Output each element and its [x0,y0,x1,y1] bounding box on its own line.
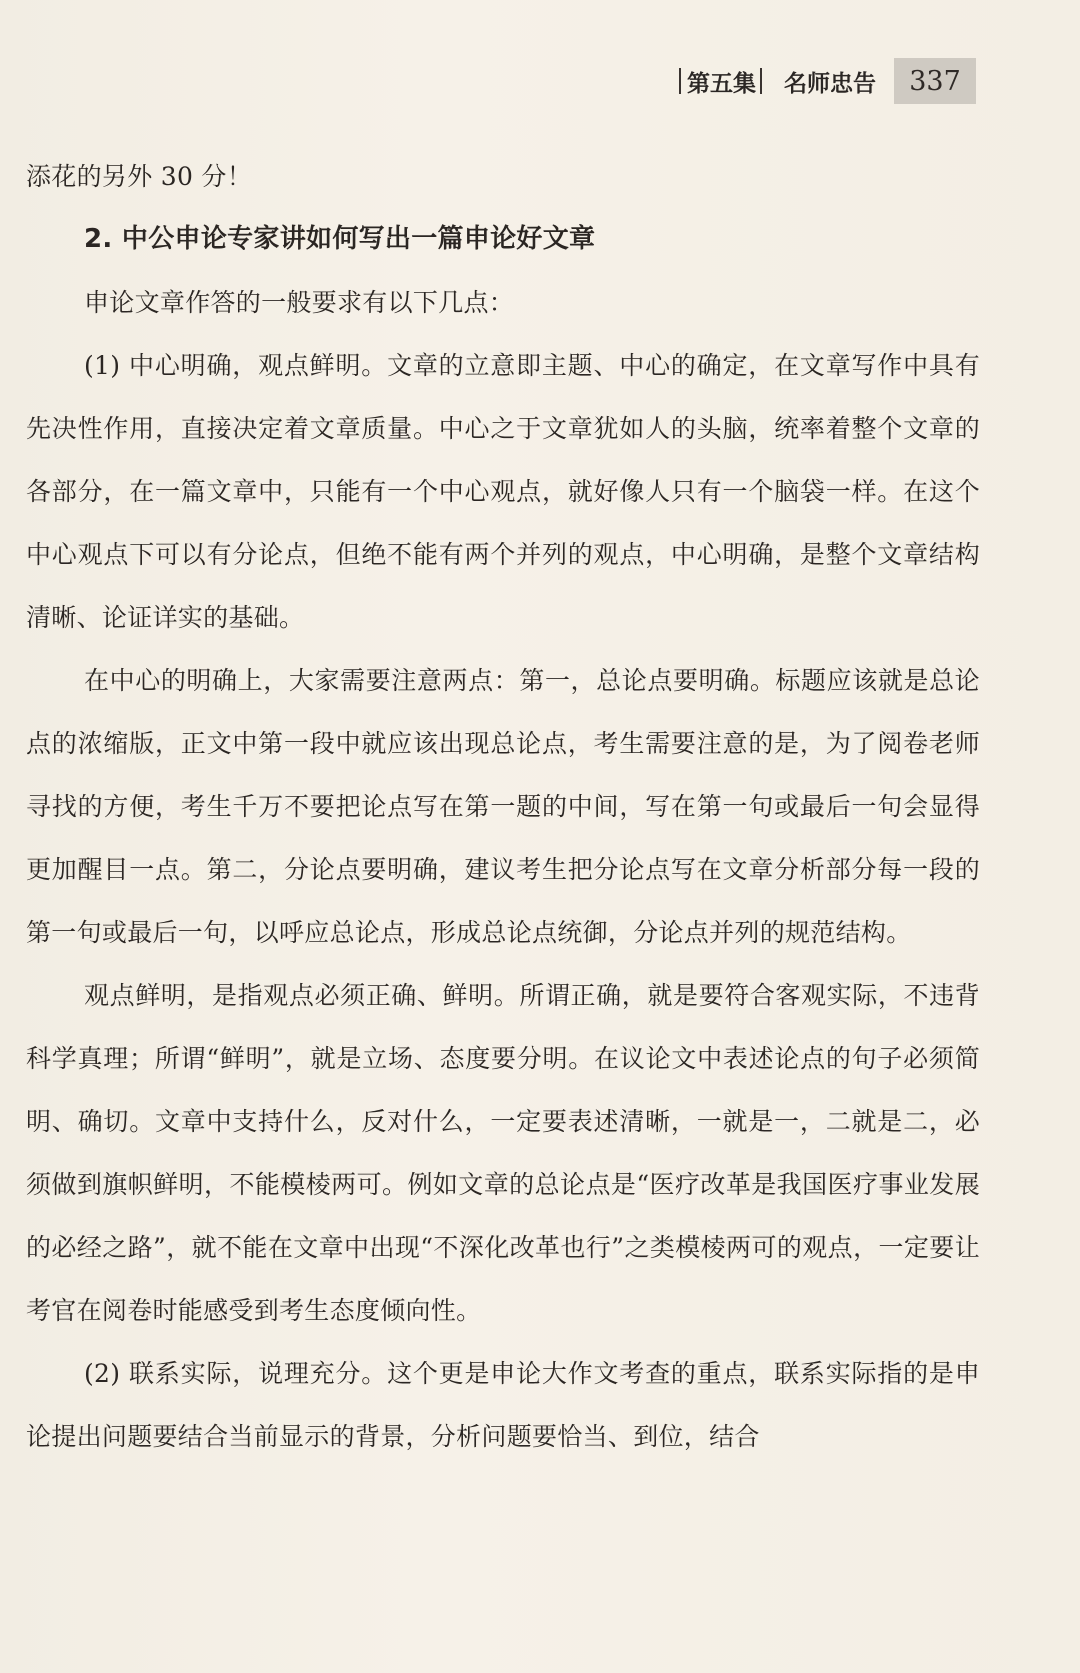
paragraph-continuation: 添花的另外 30 分！ [26,162,253,191]
paragraph-center-clarity: 在中心的明确上，大家需要注意两点：第一，总论点要明确。标题应该就是总论点的浓缩版，正文中第一段中就应该出现总论点，考生需要注意的是，为了阅卷老师寻找的方便，考生千万不要把论点写在第一题的中间，写在第一句或最后一句会显得更加醒目一点。第二，分论点要明确，建议考生把分论点写在文章分析部分每一段的第一句或最后一句，以呼应总论点，形成总论点统御，分论点并列的规范结构。 [26,666,980,947]
running-head [675,58,976,104]
section-heading: 2. 中公申论专家讲如何写出一篇申论好文章 [84,224,596,254]
header-divider [760,68,762,94]
paragraph-point-1: (1) 中心明确，观点鲜明。文章的立意即主题、中心的确定，在文章写作中具有先决性作用，直接决定着文章质量。中心之于文章犹如人的头脑，统率着整个文章的各部分，在一篇文章中，只能有一个中心观点，就好像人只有一个脑袋一样。在这个中心观点下可以有分论点，但绝不能有两个并列的观点，中心明确，是整个文章结构清晰、论证详实的基础。 [26,351,980,632]
paragraph-point-2: (2) 联系实际，说理充分。这个更是申论大作文考查的重点，联系实际指的是申论提出问题要结合当前显示的背景，分析问题要恰当、到位，结合 [26,1359,980,1451]
page-number: 337 [894,58,976,104]
header-divider [679,68,681,94]
section-title: 第五集 [687,70,756,97]
paragraph-intro: 申论文章作答的一般要求有以下几点： [84,288,515,317]
chapter-title: 名师忠告 [784,70,876,97]
paragraph-viewpoint: 观点鲜明，是指观点必须正确、鲜明。所谓正确，就是要符合客观实际，不违背科学真理；所谓“鲜明”，就是立场、态度要分明。在议论文中表述论点的句子必须简明、确切。文章中支持什么，反对什么，一定要表述清晰，一就是一，二就是二，必须做到旗帜鲜明，不能模棱两可。例如文章的总论点是“医疗改革是我国医疗事业发展的必经之路”，就不能在文章中出现“不深化改革也行”之类模棱两可的观点，一定要让考官在阅卷时能感受到考生态度倾向性。 [26,981,980,1325]
page-body [26,145,980,1468]
